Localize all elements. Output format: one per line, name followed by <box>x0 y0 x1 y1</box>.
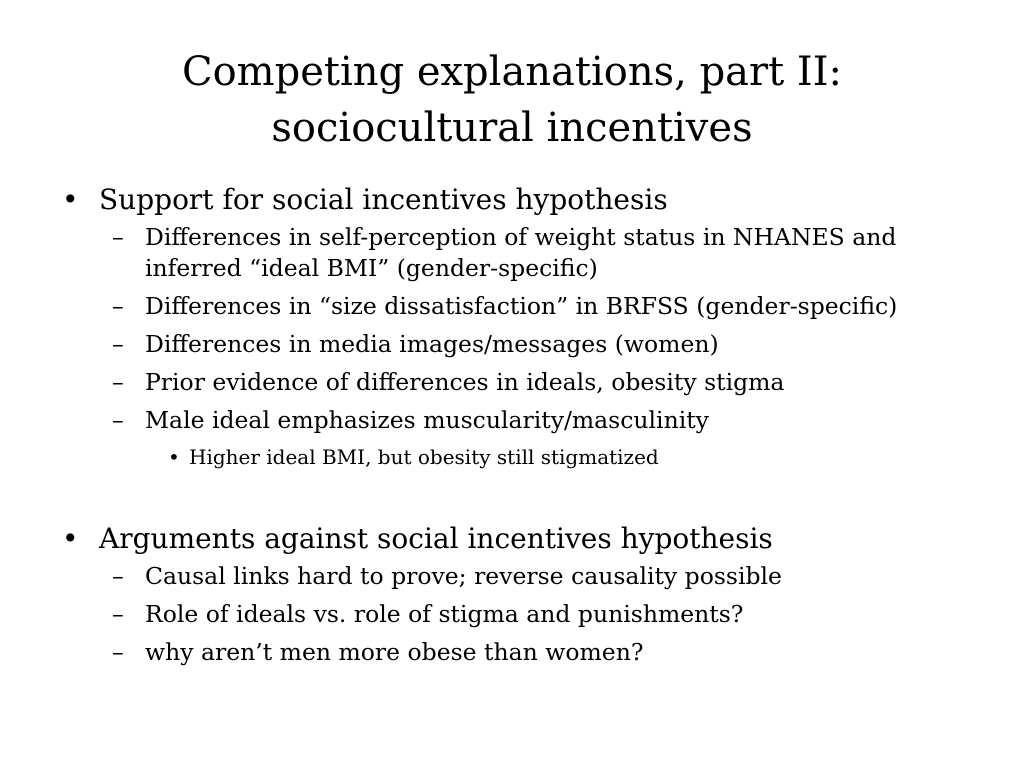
dash-icon: – <box>112 562 124 590</box>
dash-icon: – <box>112 223 124 251</box>
bullet-support-heading <box>62 180 962 220</box>
sub-bullet-item <box>62 599 962 630</box>
dash-icon: – <box>112 406 124 434</box>
slide-title <box>0 44 1024 156</box>
dash-icon: – <box>112 292 124 320</box>
sub-bullet-text: Differences in self-perception of weight status in NHANES and inferred “ideal BMI” (gender-specific) <box>145 223 897 282</box>
sub-bullet-text: Prior evidence of differences in ideals, obesity stigma <box>145 368 785 396</box>
dash-icon: – <box>112 638 124 666</box>
sub-bullet-item <box>62 291 962 322</box>
small-bullet-icon: • <box>168 445 180 469</box>
bullet-text: Support for social incentives hypothesis <box>99 183 668 216</box>
sub-bullet-item <box>62 329 962 360</box>
section-gap <box>62 471 962 519</box>
dash-icon: – <box>112 368 124 396</box>
sub-bullet-text: Differences in media images/messages (women) <box>145 330 719 358</box>
slide-body <box>62 180 962 675</box>
sub-bullet-text: Role of ideals vs. role of stigma and punishments? <box>145 600 744 628</box>
sub-bullet-text: why aren’t men more obese than women? <box>145 638 644 666</box>
bullet-icon: • <box>62 183 79 216</box>
title-line-1: Competing explanations, part II: <box>181 49 843 95</box>
sub-bullet-item <box>62 222 962 284</box>
dash-icon: – <box>112 600 124 628</box>
sub-bullet-item <box>62 405 962 436</box>
title-line-2: sociocultural incentives <box>271 105 753 151</box>
bullet-icon: • <box>62 522 79 555</box>
dash-icon: – <box>112 330 124 358</box>
sub-bullet-item <box>62 367 962 398</box>
sub-sub-bullet-item <box>62 443 962 471</box>
sub-sub-bullet-text: Higher ideal BMI, but obesity still stigmatized <box>189 445 659 469</box>
bullet-against-heading <box>62 519 962 559</box>
bullet-text: Arguments against social incentives hypothesis <box>99 522 773 555</box>
sub-bullet-text: Causal links hard to prove; reverse causality possible <box>145 562 782 590</box>
sub-bullet-item <box>62 561 962 592</box>
sub-bullet-item <box>62 637 962 668</box>
sub-bullet-text: Male ideal emphasizes muscularity/masculinity <box>145 406 709 434</box>
sub-bullet-text: Differences in “size dissatisfaction” in BRFSS (gender-specific) <box>145 292 898 320</box>
